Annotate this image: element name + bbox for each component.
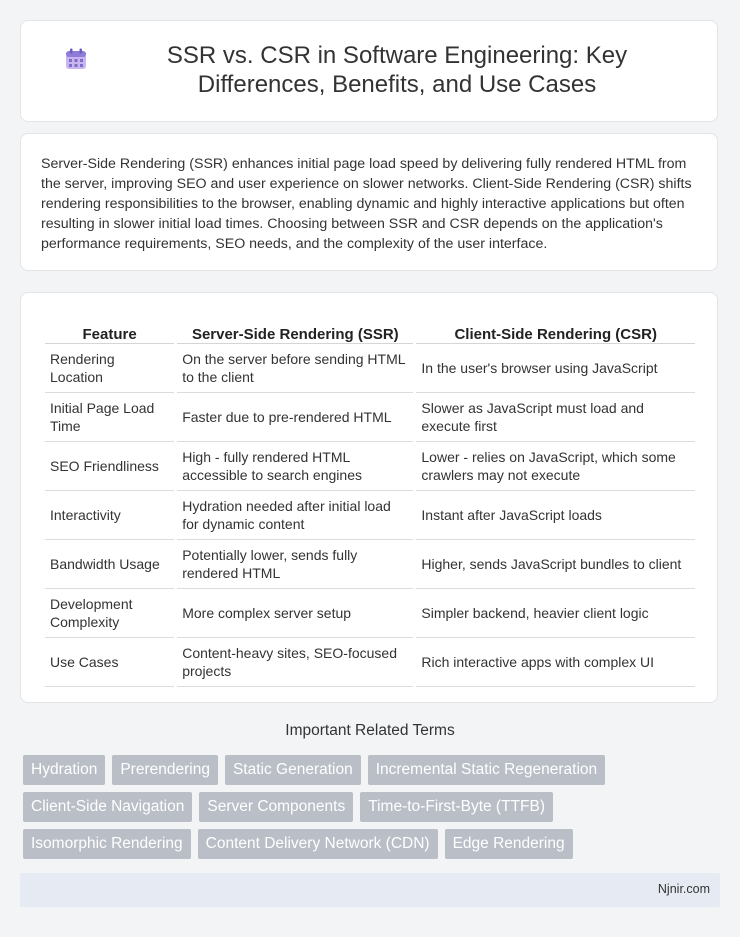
tag-row	[23, 755, 723, 785]
tag-isomorphic-rendering[interactable]: Isomorphic Rendering	[23, 829, 191, 859]
table-cell-csr: Simpler backend, heavier client logic	[416, 589, 695, 638]
table-row	[45, 589, 695, 638]
table-cell-ssr: On the server before sending HTML to the client	[177, 344, 413, 393]
table-row	[45, 344, 695, 393]
table-cell-csr: Instant after JavaScript loads	[416, 491, 695, 540]
tag-edge-rendering[interactable]: Edge Rendering	[445, 829, 573, 859]
header-csr: Client-Side Rendering (CSR)	[416, 313, 695, 344]
table-cell-csr: Higher, sends JavaScript bundles to client	[416, 540, 695, 589]
comparison-table	[42, 313, 698, 687]
table-cell-feature: Use Cases	[45, 638, 174, 687]
page-title: SSR vs. CSR in Software Engineering: Key Differences, Benefits, and Use Cases	[166, 42, 628, 98]
tag-hydration[interactable]: Hydration	[23, 755, 105, 785]
table-header-row	[45, 313, 695, 344]
table-row	[45, 540, 695, 589]
table-row	[45, 393, 695, 442]
tag-client-side-navigation[interactable]: Client-Side Navigation	[23, 792, 192, 822]
tag-server-components[interactable]: Server Components	[199, 792, 353, 822]
footer-site-link[interactable]: Njnir.com	[657, 882, 710, 896]
tag-incremental-static-regeneration[interactable]: Incremental Static Regeneration	[368, 755, 605, 785]
table-cell-feature: Bandwidth Usage	[45, 540, 174, 589]
tag-row	[23, 792, 723, 822]
table-row	[45, 638, 695, 687]
related-terms-heading: Important Related Terms	[285, 722, 455, 739]
tag-prerendering[interactable]: Prerendering	[112, 755, 218, 785]
table-cell-ssr: Hydration needed after initial load for dynamic content	[177, 491, 413, 540]
table-cell-ssr: Faster due to pre-rendered HTML	[177, 393, 413, 442]
table-cell-feature: SEO Friendliness	[45, 442, 174, 491]
header-feature: Feature	[45, 313, 174, 344]
tag-ttfb[interactable]: Time-to-First-Byte (TTFB)	[360, 792, 553, 822]
tag-cdn[interactable]: Content Delivery Network (CDN)	[198, 829, 438, 859]
comparison-table-card	[20, 292, 718, 703]
tag-static-generation[interactable]: Static Generation	[225, 755, 361, 785]
table-cell-csr: Rich interactive apps with complex UI	[416, 638, 695, 687]
footer	[20, 873, 720, 907]
table-cell-csr: Lower - relies on JavaScript, which some crawlers may not execute	[416, 442, 695, 491]
table-cell-feature: Rendering Location	[45, 344, 174, 393]
calendar-icon	[65, 48, 87, 70]
table-cell-feature: Development Complexity	[45, 589, 174, 638]
tag-row	[23, 829, 723, 859]
table-cell-feature: Interactivity	[45, 491, 174, 540]
header-ssr: Server-Side Rendering (SSR)	[177, 313, 413, 344]
table-cell-ssr: Potentially lower, sends fully rendered HTML	[177, 540, 413, 589]
title-card	[20, 20, 718, 122]
table-cell-csr: In the user's browser using JavaScript	[416, 344, 695, 393]
table-cell-ssr: Content-heavy sites, SEO-focused projects	[177, 638, 413, 687]
table-row	[45, 442, 695, 491]
table-row	[45, 491, 695, 540]
summary-paragraph: Server-Side Rendering (SSR) enhances initial page load speed by delivering fully rendered HTML from the server, improving SEO and user experience on slower networks. Client-Side Rendering (CSR) shifts rendering responsibilities to the browser, enabling dynamic and highly interactive applications but often resulting in slower initial load times. Choosing between SSR and CSR depends on the application's performance requirements, SEO needs, and the complexity of the user interface.	[41, 156, 692, 252]
summary-card	[20, 133, 718, 271]
table-cell-csr: Slower as JavaScript must load and execute first	[416, 393, 695, 442]
table-cell-feature: Initial Page Load Time	[45, 393, 174, 442]
table-cell-ssr: High - fully rendered HTML accessible to search engines	[177, 442, 413, 491]
table-cell-ssr: More complex server setup	[177, 589, 413, 638]
related-terms-tags	[23, 755, 723, 866]
